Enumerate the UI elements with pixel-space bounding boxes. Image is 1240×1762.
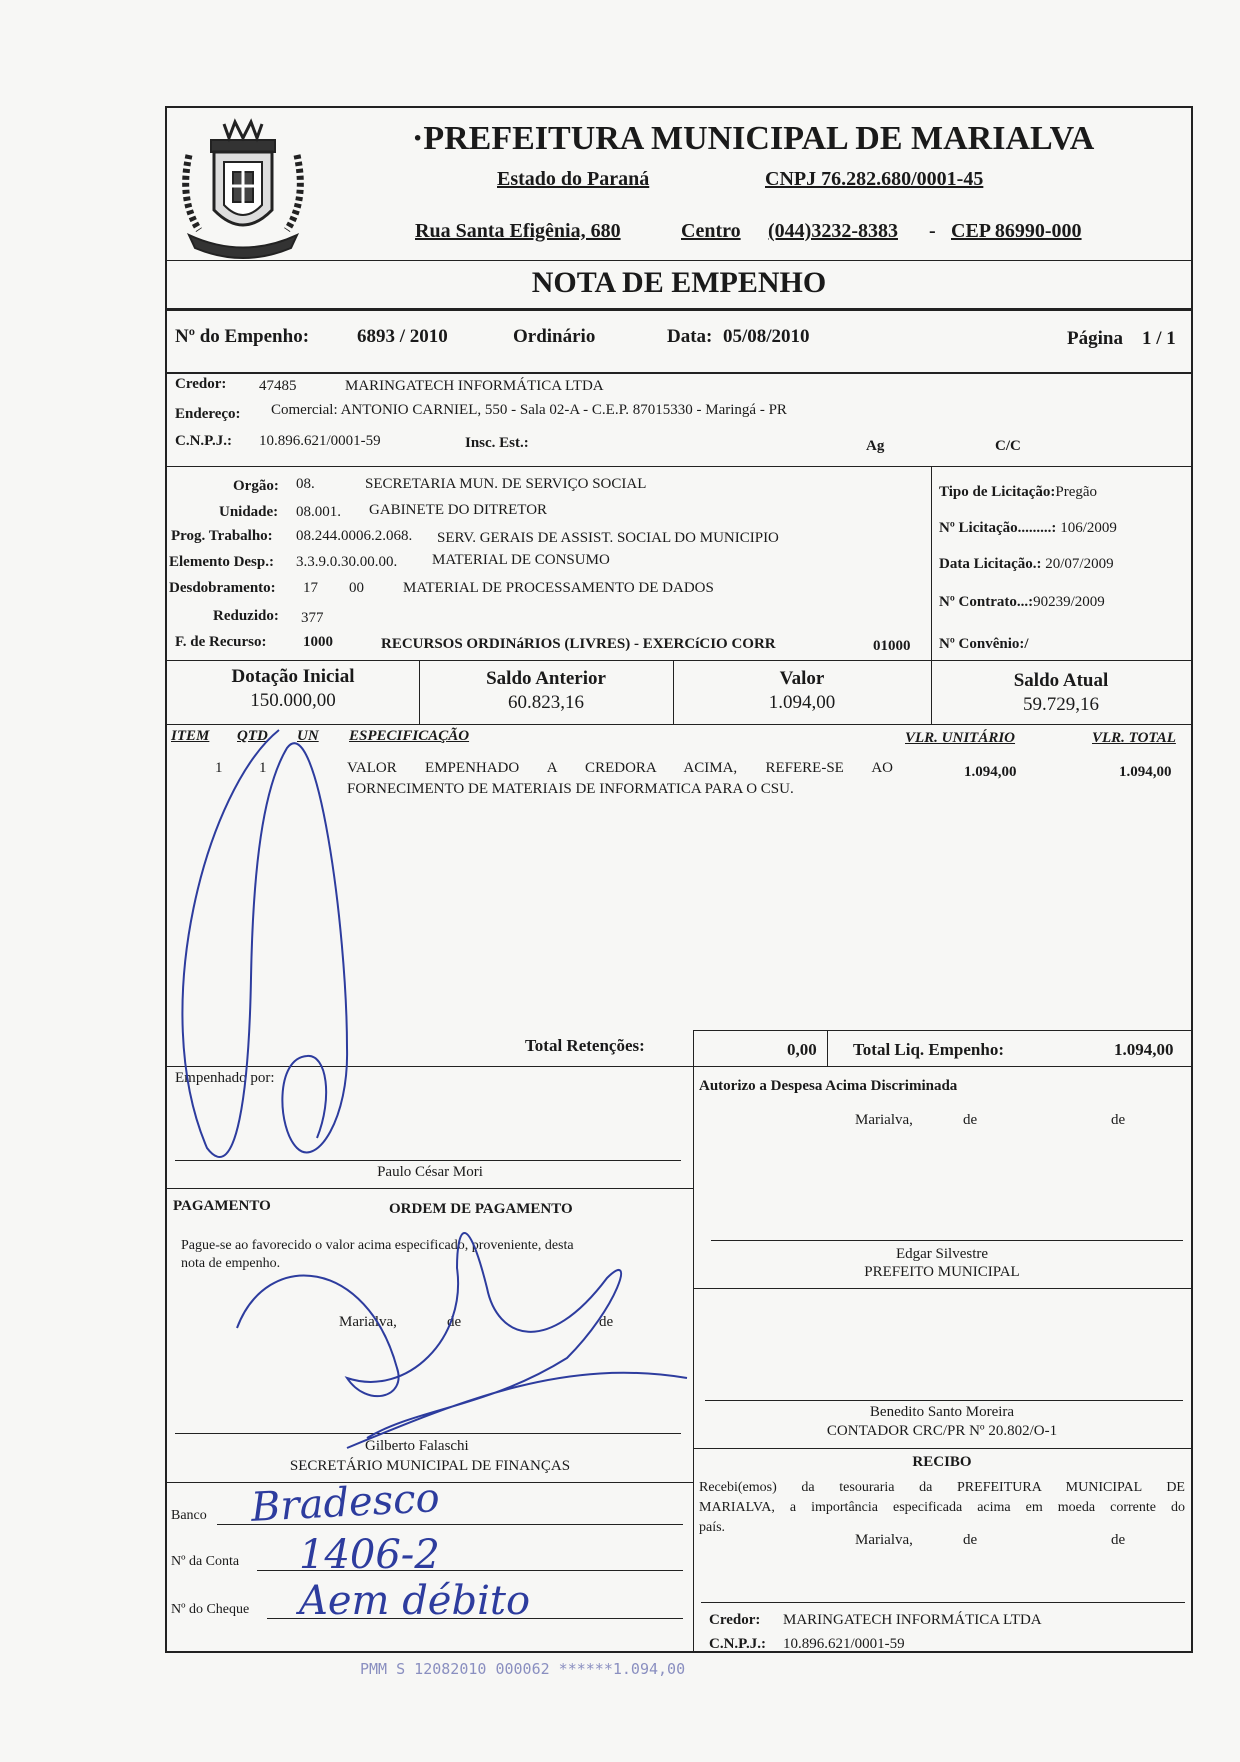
data-licitacao-label: Data Licitação.: 20/07/2009	[939, 556, 1114, 572]
recibo-text-line2: MARIALVA, a importância especificada acima em moeda corrente do	[699, 1500, 1185, 1515]
empenho-date: 05/08/2010	[723, 326, 810, 347]
state-name: Estado do Paraná	[497, 168, 650, 190]
ordem-pagamento-label: ORDEM DE PAGAMENTO	[389, 1201, 573, 1217]
valor-value: 1.094,00	[768, 692, 836, 713]
pagamento-label: PAGAMENTO	[173, 1198, 271, 1214]
tipo-licitacao: Pregão	[1055, 484, 1098, 500]
tipo-licitacao-label: Tipo de Licitação:Pregão	[939, 484, 1098, 500]
conta-label: Nº da Conta	[171, 1554, 240, 1569]
pagamento-date-de1: de	[447, 1314, 462, 1330]
contador-name: Benedito Santo Moreira	[869, 1404, 1015, 1420]
reduzido-label: Reduzido:	[213, 608, 279, 624]
col-header-qtd: QTD	[237, 728, 268, 744]
municipal-coat-of-arms	[169, 110, 317, 260]
recibo-city: Marialva,	[855, 1532, 913, 1548]
credor-label: Credor:	[175, 376, 227, 392]
total-liquido-value: 1.094,00	[1114, 1040, 1174, 1059]
recibo-label: RECIBO	[912, 1454, 972, 1470]
recibo-credor-name: MARINGATECH INFORMÁTICA LTDA	[783, 1612, 1042, 1628]
total-retencoes-value: 0,00	[787, 1040, 817, 1059]
saldo-atual-label: Saldo Atual	[1013, 670, 1109, 691]
org-cnpj: CNPJ 76.282.680/0001-45	[765, 168, 984, 190]
document-title: NOTA DE EMPENHO	[531, 266, 827, 299]
saldo-atual-value: 59.729,16	[1023, 694, 1099, 715]
org-name: ·PREFEITURA MUNICIPAL DE MARIALVA	[412, 120, 1095, 157]
org-cep: CEP 86990-000	[951, 220, 1082, 242]
ag-label: Ag	[866, 438, 885, 454]
cc-label: C/C	[995, 438, 1021, 454]
empenho-date-label: Data:	[667, 326, 713, 347]
desdobramento-sub: 00	[349, 580, 364, 596]
prog-trabalho-name: SERV. GERAIS DE ASSIST. SOCIAL DO MUNICIPIO	[437, 530, 779, 546]
credor-address: Comercial: ANTONIO CARNIEL, 550 - Sala 02-A - C.E.P. 87015330 - Maringá - PR	[271, 402, 787, 418]
credor-cnpj: 10.896.621/0001-59	[259, 433, 381, 449]
recibo-cnpj-label: C.N.P.J.:	[709, 1636, 766, 1652]
recurso-number: 01000	[873, 638, 911, 654]
desdobramento-name: MATERIAL DE PROCESSAMENTO DE DADOS	[403, 580, 714, 596]
pagamento-text-line1: Pague-se ao favorecido o valor acima especificado, proveniente, desta	[181, 1238, 574, 1253]
recibo-cnpj: 10.896.621/0001-59	[783, 1636, 905, 1652]
item-unit-value: 1.094,00	[964, 764, 1017, 780]
contrato-number: 90239/2009	[1033, 594, 1105, 610]
credor-cnpj-label: C.N.P.J.:	[175, 433, 232, 449]
item-quantity: 1	[259, 760, 267, 776]
credor-address-label: Endereço:	[175, 406, 241, 422]
recibo-date-de2: de	[1111, 1532, 1126, 1548]
conta-handwritten: 1406-2	[299, 1532, 440, 1578]
data-licitacao: 20/07/2009	[1045, 556, 1114, 572]
org-district: Centro	[681, 220, 741, 242]
insc-est-label: Insc. Est.:	[465, 435, 529, 451]
autorizo-city: Marialva,	[855, 1112, 913, 1128]
empenho-number-label: Nº do Empenho:	[175, 326, 310, 347]
unidade-name: GABINETE DO DITRETOR	[369, 502, 548, 518]
autorizo-date-de1: de	[963, 1112, 978, 1128]
autorizo-label: Autorizo a Despesa Acima Discriminada	[699, 1078, 958, 1094]
orgao-code: 08.	[296, 476, 315, 492]
unidade-code: 08.001.	[296, 504, 341, 520]
empenhado-por-label: Empenhado por:	[175, 1070, 275, 1086]
banco-handwritten: Bradesco	[249, 1475, 441, 1531]
pagamento-text-line2: nota de empenho.	[181, 1256, 281, 1271]
credor-code: 47485	[259, 378, 297, 394]
banco-label: Banco	[171, 1508, 207, 1523]
prefeito-name: Edgar Silvestre	[895, 1246, 989, 1262]
unidade-label: Unidade:	[219, 504, 279, 520]
credor-name: MARINGATECH INFORMÁTICA LTDA	[345, 378, 604, 394]
col-header-un: UN	[297, 728, 319, 744]
cheque-handwritten: Aem débito	[299, 1578, 531, 1624]
empenho-type: Ordinário	[513, 326, 596, 347]
col-header-valor-unitario: VLR. UNITÁRIO	[905, 730, 1016, 746]
dotacao-inicial-value: 150.000,00	[250, 690, 336, 711]
org-phone: (044)3232-8383	[768, 220, 898, 242]
recurso-label: F. de Recurso:	[175, 634, 267, 650]
convenio-label: Nº Convênio:/	[939, 636, 1029, 652]
saldo-anterior-value: 60.823,16	[508, 692, 584, 713]
payment-stamp: PMM S 12082010 000062 ******1.094,00	[360, 1660, 686, 1678]
recibo-text-line1: Recebi(emos) da tesouraria da PREFEITURA MUNICIPAL DE	[699, 1480, 1185, 1495]
orgao-label: Orgão:	[233, 478, 279, 494]
desdobramento-label: Desdobramento:	[169, 580, 276, 596]
item-total-value: 1.094,00	[1119, 764, 1172, 780]
prefeito-title: PREFEITO MUNICIPAL	[864, 1264, 1020, 1280]
desdobramento-code: 17	[303, 580, 318, 596]
pagamento-date-de2: de	[599, 1314, 614, 1330]
prog-trabalho-code: 08.244.0006.2.068.	[296, 528, 413, 544]
empenhado-por-name: Paulo César Mori	[377, 1164, 483, 1180]
numero-licitacao: 106/2009	[1060, 520, 1117, 536]
item-number: 1	[215, 760, 223, 776]
item-description-line1: VALOR EMPENHADO A CREDORA ACIMA, REFERE-SE AO	[347, 760, 893, 776]
cheque-label: Nº do Cheque	[171, 1602, 250, 1617]
org-address: Rua Santa Efigênia, 680	[415, 220, 621, 242]
dotacao-inicial-label: Dotação Inicial	[231, 666, 355, 687]
saldo-anterior-label: Saldo Anterior	[486, 668, 606, 689]
org-separator: -	[929, 220, 936, 242]
prog-trabalho-label: Prog. Trabalho:	[171, 528, 273, 544]
col-header-especificacao: ESPECIFICAÇÃO	[349, 728, 470, 744]
autorizo-date-de2: de	[1111, 1112, 1126, 1128]
elemento-code: 3.3.9.0.30.00.00.	[296, 554, 398, 570]
empenho-number: 6893 / 2010	[357, 326, 448, 347]
total-retencoes-label: Total Retenções:	[525, 1036, 645, 1055]
reduzido-value: 377	[301, 610, 324, 626]
elemento-name: MATERIAL DE CONSUMO	[432, 552, 610, 568]
orgao-name: SECRETARIA MUN. DE SERVIÇO SOCIAL	[365, 476, 647, 492]
recurso-name: RECURSOS ORDINáRIOS (LIVRES) - EXERCíCIO CORR	[381, 636, 776, 652]
recibo-credor-label: Credor:	[709, 1612, 761, 1628]
page-label: Página	[1067, 328, 1123, 349]
secretario-name: Gilberto Falaschi	[365, 1438, 469, 1454]
pagamento-city: Marialva,	[339, 1314, 397, 1330]
secretario-title: SECRETÁRIO MUNICIPAL DE FINANÇAS	[289, 1458, 571, 1474]
col-header-item: ITEM	[171, 728, 210, 744]
valor-label: Valor	[779, 668, 825, 689]
col-header-valor-total: VLR. TOTAL	[1092, 730, 1176, 746]
elemento-label: Elemento Desp.:	[169, 554, 274, 570]
page-number: 1 / 1	[1142, 328, 1176, 349]
numero-licitacao-label: Nº Licitação.........: 106/2009	[939, 520, 1117, 536]
recibo-text-line3: país.	[699, 1520, 726, 1535]
contador-title: CONTADOR CRC/PR Nº 20.802/O-1	[826, 1423, 1058, 1439]
nota-de-empenho-form	[165, 106, 1193, 1653]
recurso-code: 1000	[303, 634, 333, 650]
recibo-date-de1: de	[963, 1532, 978, 1548]
item-description-line2: FORNECIMENTO DE MATERIAIS DE INFORMATICA PARA O CSU.	[347, 781, 794, 797]
total-liquido-label: Total Liq. Empenho:	[853, 1040, 1004, 1059]
contrato-label: Nº Contrato...:90239/2009	[939, 594, 1105, 610]
